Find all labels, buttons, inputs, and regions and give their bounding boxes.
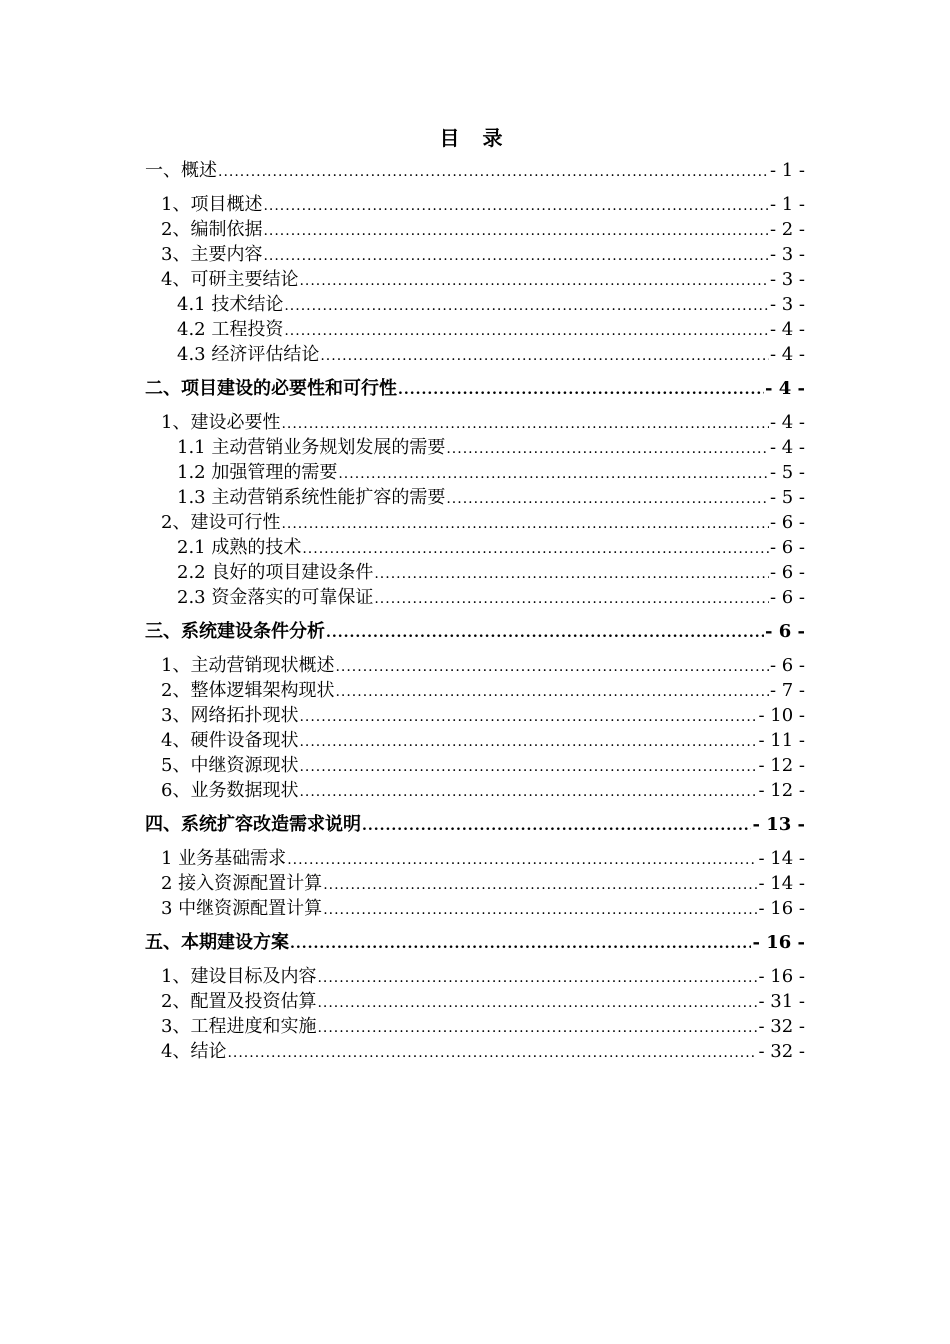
toc-entry-label: 1.3 主动营销系统性能扩容的需要 (177, 487, 446, 508)
toc-entry-label: 4.1 技术结论 (177, 294, 284, 315)
toc-dot-leader (323, 873, 757, 896)
toc-page-number: - 6 - (769, 587, 805, 608)
toc-subsection-entry[interactable] (145, 342, 805, 367)
toc-dot-leader (299, 730, 757, 753)
toc-dot-leader (335, 655, 768, 678)
toc-page-number: - 13 - (752, 814, 805, 835)
toc-dot-leader (218, 159, 769, 184)
toc-page-number: - 31 - (758, 991, 805, 1012)
toc-chapter-entry[interactable] (145, 930, 805, 956)
toc-page-number: - 16 - (758, 898, 805, 919)
toc-page-number: - 10 - (758, 705, 805, 726)
toc-dot-leader (323, 898, 757, 921)
toc-entry-label: 3、工程进度和实施 (161, 1016, 317, 1037)
toc-dot-leader (263, 219, 768, 242)
toc-section-entry[interactable] (145, 846, 805, 871)
toc-chapter-entry[interactable] (145, 376, 805, 402)
toc-entry-label: 4、硬件设备现状 (161, 730, 299, 751)
toc-entry-label: 1、项目概述 (161, 194, 263, 215)
toc-page-number: - 16 - (758, 966, 805, 987)
toc-section-entry[interactable] (145, 728, 805, 753)
toc-page-number: - 6 - (769, 562, 805, 583)
toc-section-entry[interactable] (145, 510, 805, 535)
toc-dot-leader (335, 680, 768, 703)
toc-section-entry[interactable] (145, 703, 805, 728)
toc-page-number: - 6 - (769, 512, 805, 533)
toc-dot-leader (362, 813, 751, 838)
toc-title: 目 录 (439, 126, 511, 150)
toc-page-number: - 5 - (769, 487, 805, 508)
toc-page-number: - 1 - (769, 160, 805, 181)
toc-section-entry[interactable] (145, 871, 805, 896)
toc-entry-label: 1、建设目标及内容 (161, 966, 317, 987)
toc-page-number: - 32 - (758, 1041, 805, 1062)
toc-entry-label: 2.1 成熟的技术 (177, 537, 302, 558)
toc-dot-leader (374, 587, 769, 610)
toc-entry-label: 1、主动营销现状概述 (161, 655, 335, 676)
toc-entry-label: 4、结论 (161, 1041, 227, 1062)
toc-dot-leader (326, 620, 764, 645)
toc-page-number: - 16 - (752, 932, 805, 953)
toc-dot-leader (227, 1041, 757, 1064)
toc-dot-leader (263, 194, 768, 217)
toc-page-number: - 3 - (769, 244, 805, 265)
toc-page-number: - 2 - (769, 219, 805, 240)
toc-page-number: - 14 - (758, 873, 805, 894)
toc-entry-label: 4.3 经济评估结论 (177, 344, 320, 365)
toc-subsection-entry[interactable] (145, 560, 805, 585)
toc-entry-label: 2、整体逻辑架构现状 (161, 680, 335, 701)
toc-entry-label: 2.3 资金落实的可靠保证 (177, 587, 374, 608)
toc-page-number: - 4 - (769, 412, 805, 433)
toc-entry-label: 二、项目建设的必要性和可行性 (145, 378, 397, 399)
toc-section-entry[interactable] (145, 1039, 805, 1064)
toc-subsection-entry[interactable] (145, 435, 805, 460)
toc-subsection-entry[interactable] (145, 460, 805, 485)
toc-entry-label: 1.2 加强管理的需要 (177, 462, 338, 483)
toc-dot-leader (320, 344, 769, 367)
toc-page-number: - 11 - (758, 730, 805, 751)
toc-entry-label: 1.1 主动营销业务规划发展的需要 (177, 437, 446, 458)
toc-entry-label: 1、建设必要性 (161, 412, 281, 433)
toc-section-entry[interactable] (145, 1014, 805, 1039)
toc-page-number: - 4 - (769, 437, 805, 458)
toc-entry-label: 3、主要内容 (161, 244, 263, 265)
toc-page-number: - 12 - (758, 755, 805, 776)
toc-dot-leader (284, 319, 769, 342)
toc-entry-label: 4、可研主要结论 (161, 269, 299, 290)
toc-chapter-entry[interactable] (145, 619, 805, 645)
toc-subsection-entry[interactable] (145, 292, 805, 317)
toc-page-number: - 14 - (758, 848, 805, 869)
toc-entry-label: 一、概述 (145, 160, 217, 181)
toc-page-number: - 1 - (769, 194, 805, 215)
toc-page-number: - 6 - (769, 655, 805, 676)
toc-entry-label: 2、配置及投资估算 (161, 991, 317, 1012)
toc-entry-label: 2、编制依据 (161, 219, 263, 240)
toc-dot-leader (299, 705, 757, 728)
toc-entry-label: 4.2 工程投资 (177, 319, 284, 340)
toc-dot-leader (338, 462, 769, 485)
toc-section-entry[interactable] (145, 242, 805, 267)
toc-dot-leader (446, 487, 769, 510)
toc-entry-label: 5、中继资源现状 (161, 755, 299, 776)
toc-dot-leader (281, 412, 768, 435)
toc-entry-label: 3、网络拓扑现状 (161, 705, 299, 726)
toc-page-number: - 3 - (769, 294, 805, 315)
toc-page-number: - 4 - (769, 344, 805, 365)
toc-section-entry[interactable] (145, 267, 805, 292)
toc-section-entry[interactable] (145, 964, 805, 989)
toc-dot-leader (446, 437, 769, 460)
toc-section-entry[interactable] (145, 753, 805, 778)
toc-dot-leader (302, 537, 769, 560)
toc-dot-leader (374, 562, 769, 585)
toc-dot-leader (290, 931, 751, 956)
toc-entry-label: 1 业务基础需求 (161, 848, 287, 869)
toc-section-entry[interactable] (145, 410, 805, 435)
toc-page-number: - 6 - (769, 537, 805, 558)
toc-dot-leader (299, 755, 757, 778)
toc-page-number: - 6 - (765, 621, 805, 642)
toc-entry-label: 3 中继资源配置计算 (161, 898, 323, 919)
toc-page-number: - 7 - (769, 680, 805, 701)
toc-dot-leader (317, 966, 757, 989)
toc-dot-leader (263, 244, 768, 267)
toc-chapter-entry[interactable] (145, 158, 805, 184)
toc-entry-label: 6、业务数据现状 (161, 780, 299, 801)
toc-dot-leader (281, 512, 768, 535)
toc-dot-leader (317, 1016, 757, 1039)
toc-dot-leader (299, 780, 757, 803)
toc-section-entry[interactable] (145, 678, 805, 703)
toc-dot-leader (317, 991, 757, 1014)
toc-entry-label: 2.2 良好的项目建设条件 (177, 562, 374, 583)
toc-section-entry[interactable] (145, 896, 805, 921)
toc-dot-leader (287, 848, 757, 871)
toc-section-entry[interactable] (145, 778, 805, 803)
toc-entry-label: 2、建设可行性 (161, 512, 281, 533)
toc-section-entry[interactable] (145, 217, 805, 242)
toc-dot-leader (299, 269, 768, 292)
toc-subsection-entry[interactable] (145, 317, 805, 342)
toc-subsection-entry[interactable] (145, 585, 805, 610)
table-of-contents (145, 158, 805, 1064)
toc-entry-label: 三、系统建设条件分析 (145, 621, 325, 642)
toc-section-entry[interactable] (145, 653, 805, 678)
toc-entry-label: 2 接入资源配置计算 (161, 873, 323, 894)
toc-subsection-entry[interactable] (145, 485, 805, 510)
toc-page-number: - 12 - (758, 780, 805, 801)
toc-section-entry[interactable] (145, 989, 805, 1014)
toc-entry-label: 五、本期建设方案 (145, 932, 289, 953)
toc-dot-leader (398, 377, 764, 402)
toc-page-number: - 3 - (769, 269, 805, 290)
toc-entry-label: 四、系统扩容改造需求说明 (145, 814, 361, 835)
toc-subsection-entry[interactable] (145, 535, 805, 560)
toc-dot-leader (284, 294, 769, 317)
toc-page-number: - 32 - (758, 1016, 805, 1037)
toc-page-number: - 4 - (765, 378, 805, 399)
toc-section-entry[interactable] (145, 192, 805, 217)
toc-page-number: - 4 - (769, 319, 805, 340)
toc-chapter-entry[interactable] (145, 812, 805, 838)
toc-page-number: - 5 - (769, 462, 805, 483)
